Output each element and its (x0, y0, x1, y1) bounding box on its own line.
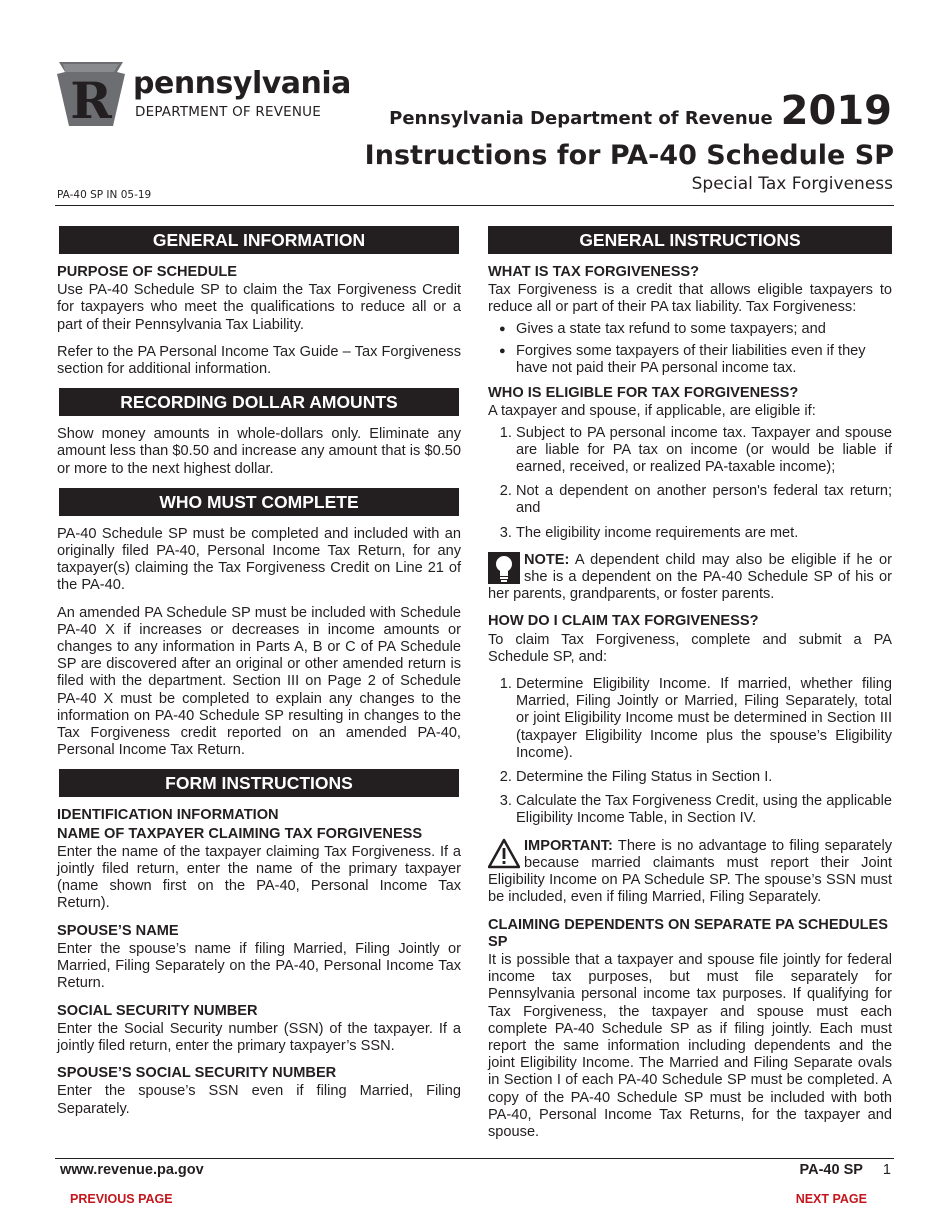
identification-heading: IDENTIFICATION INFORMATION (57, 807, 279, 824)
page-subtitle: Special Tax Forgiveness (691, 174, 893, 194)
how-claim-list (488, 676, 892, 828)
claiming-dependents-paragraph: It is possible that a taxpayer and spouse file jointly for federal income tax purposes, but must file separately for Pennsylvania personal income tax purposes. If qualifying for Tax Forgiveness, the taxpayer and spouse must each complete PA-40 Schedule SP as if filing jointly. Each must report the same information including dependents and the joint Eligibility Income. The Married and Filing Separate ovals in Section I of each PA-40 Schedule SP must be completed. A copy of the PA-40 Schedule SP must be included with both PA-40, Personal Income Tax Returns, for the taxpayer and spouse. (488, 951, 892, 1140)
spouse-ssn-paragraph: Enter the spouse’s SSN even if filing Married, Filing Separately. (57, 1083, 461, 1117)
page-title: Instructions for PA-40 Schedule SP (364, 140, 894, 171)
page-number: 1 (882, 1162, 891, 1178)
logo-subtitle: DEPARTMENT OF REVENUE (135, 104, 321, 120)
purpose-reference: Refer to the PA Personal Income Tax Guide – Tax Forgiveness section for additional information. (57, 343, 461, 378)
website-url[interactable]: www.revenue.pa.gov (60, 1162, 204, 1178)
footer-divider (55, 1158, 894, 1159)
who-must-paragraph-1: PA-40 Schedule SP must be completed and included with an originally filed PA-40, Personal Income Tax Return, for any taxpayer(s) claiming the Tax Forgiveness Credit on Line 21 of the PA-40. (57, 525, 461, 594)
footer-form-page (800, 1162, 891, 1178)
previous-page-link[interactable]: PREVIOUS PAGE (70, 1192, 173, 1206)
logo-wordmark: pennsylvania (133, 66, 351, 101)
taxpayer-name-paragraph: Enter the name of the taxpayer claiming Tax Forgiveness. If a jointly filed return, enter the name of the primary taxpayer (name shown first on the PA-40, Personal Income Tax Return). (57, 843, 461, 912)
section-banner-who-must-complete: WHO MUST COMPLETE (59, 488, 459, 516)
list-item: 2. Not a dependent on another person's federal tax return; and (516, 483, 892, 517)
who-eligible-list (488, 425, 892, 542)
who-eligible-paragraph: A taxpayer and spouse, if applicable, are eligible if: (488, 403, 816, 420)
lightbulb-icon (488, 552, 520, 584)
footer-form-code: PA-40 SP (799, 1162, 863, 1178)
list-item: 1. Subject to PA personal income tax. Taxpayer and spouse are liable for PA tax on income (or would be liable if earned, received, or realized PA-taxable income); (516, 425, 892, 477)
how-claim-heading: HOW DO I CLAIM TAX FORGIVENESS? (488, 613, 759, 630)
list-item: 2. Determine the Filing Status in Section I. (516, 769, 892, 786)
taxpayer-name-heading: NAME OF TAXPAYER CLAIMING TAX FORGIVENESS (57, 825, 423, 842)
tax-year: 2019 (780, 88, 892, 134)
section-banner-recording-dollar-amounts: RECORDING DOLLAR AMOUNTS (59, 388, 459, 416)
spouse-ssn-heading: SPOUSE’S SOCIAL SECURITY NUMBER (57, 1065, 337, 1082)
claiming-dependents-heading: CLAIMING DEPENDENTS ON SEPARATE PA SCHEDULES SP (488, 916, 889, 950)
important-callout (488, 838, 892, 907)
department-name: Pennsylvania Department of Revenue (389, 108, 773, 129)
note-label: NOTE: (524, 551, 570, 568)
purpose-paragraph: Use PA-40 Schedule SP to claim the Tax Forgiveness Credit for taxpayers who meet the qualifications to reduce all or a part of their Pennsylvania Tax Liability. (57, 282, 461, 333)
ssn-heading: SOCIAL SECURITY NUMBER (57, 1002, 258, 1019)
section-banner-general-instructions: GENERAL INSTRUCTIONS (488, 226, 892, 254)
list-item: ● Gives a state tax refund to some taxpayers; and (516, 321, 892, 338)
who-must-paragraph-2: An amended PA Schedule SP must be included with Schedule PA-40 X if increases or decreases in income amounts or changes to any information in Parts A, B or C of PA Schedule SP are discovered after an original or other amended return is filed with the department. Section III on Page 2 of Schedule PA-40 X must be completed to explain any changes to the information on PA-40 Schedule SP resulting in changes to the Tax Forgiveness credit reported on an amended PA-40, Personal Income Tax Return. (57, 604, 461, 759)
pa-revenue-logo (55, 60, 355, 130)
list-item: 3. The eligibility income requirements are met. (516, 525, 892, 542)
next-page-link[interactable]: NEXT PAGE (795, 1192, 867, 1206)
logo-letter: R (70, 71, 112, 128)
spouse-name-heading: SPOUSE’S NAME (57, 922, 179, 939)
how-claim-paragraph: To claim Tax Forgiveness, complete and submit a PA Schedule SP, and: (488, 631, 892, 665)
right-column (488, 226, 892, 1151)
who-eligible-heading: WHO IS ELIGIBLE FOR TAX FORGIVENESS? (488, 385, 799, 402)
form-code: PA-40 SP IN 05-19 (57, 189, 152, 201)
spouse-name-paragraph: Enter the spouse’s name if filing Married, Filing Jointly or Married, Filing Separately on the PA-40, Personal Income Tax Return. (57, 940, 461, 992)
section-banner-general-information: GENERAL INFORMATION (59, 226, 459, 254)
what-is-heading: WHAT IS TAX FORGIVENESS? (488, 264, 700, 280)
note-text: A dependent child may also be eligible if he or she is a dependent on the PA-40 Schedule SP of his or her parents, grandparents, or foster parents. (488, 551, 893, 603)
recording-paragraph: Show money amounts in whole-dollars only. Eliminate any amount less than $0.50 and increase any amount that is $0.50 or more to the next highest dollar. (57, 426, 461, 477)
list-item: ● Forgives some taxpayers of their liabilities even if they have not paid their PA personal income tax. (516, 343, 892, 377)
ssn-paragraph: Enter the Social Security number (SSN) of the taxpayer. If a jointly filed return, enter the primary taxpayer’s SSN. (57, 1020, 461, 1054)
keystone-logo-icon (55, 60, 127, 128)
header-divider (55, 205, 894, 206)
what-is-paragraph: Tax Forgiveness is a credit that allows eligible taxpayers to reduce all or part of their PA tax liability. Tax Forgiveness: (488, 282, 892, 316)
important-label: IMPORTANT: (524, 837, 613, 854)
what-is-bullets (488, 321, 892, 378)
list-item: 3. Calculate the Tax Forgiveness Credit, using the applicable Eligibility Income Table, in Section IV. (516, 793, 892, 827)
important-text: There is no advantage to filing separately because married claimants must report their Joint Eligibility Income on PA Schedule SP. The spouse’s SSN must be included, even if filing Married, Filing Separately. (488, 837, 893, 906)
left-column (57, 226, 461, 1128)
purpose-heading: PURPOSE OF SCHEDULE (57, 264, 238, 280)
note-callout (488, 552, 892, 604)
section-banner-form-instructions: FORM INSTRUCTIONS (59, 769, 459, 797)
warning-icon (488, 838, 520, 870)
list-item: 1. Determine Eligibility Income. If married, whether filing Married, Filing Jointly or Married, Filing Separately, total or joint Eligibility Income must be determined in Section III (taxpayer Eligibility Income plus the spouse’s Eligibility Income). (516, 676, 892, 762)
department-line (389, 88, 892, 134)
